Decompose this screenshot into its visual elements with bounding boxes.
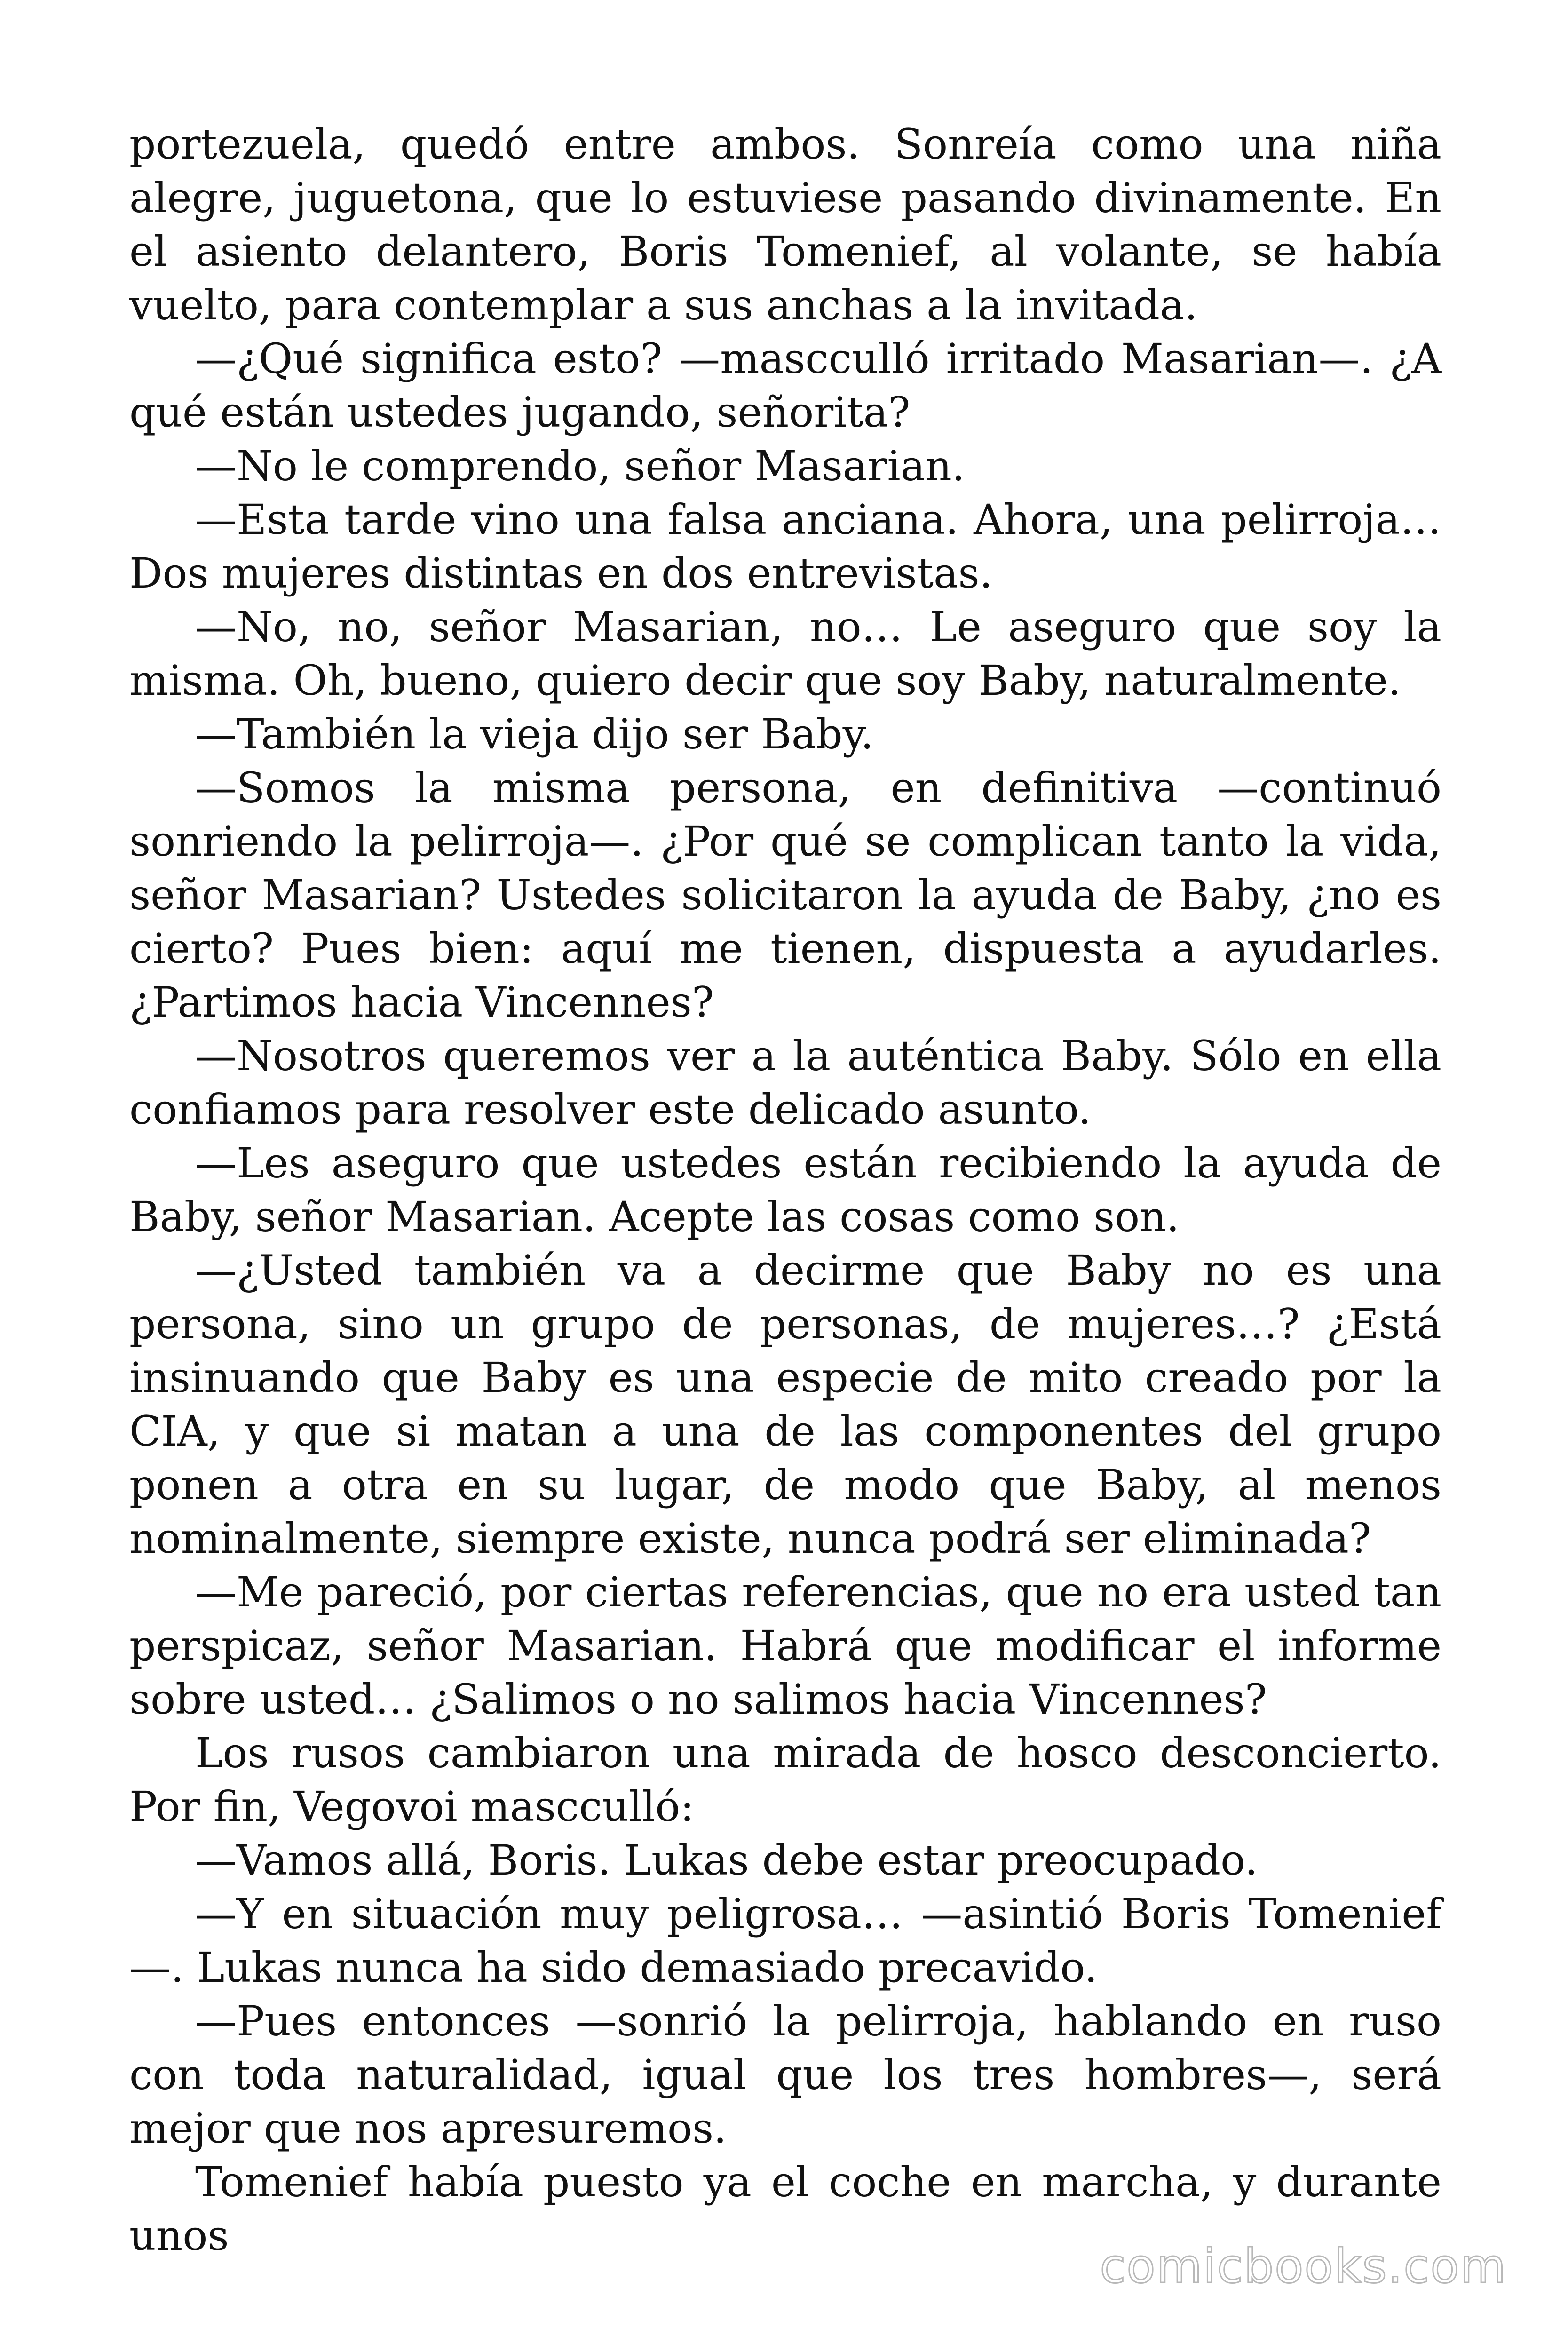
paragraph: —No, no, señor Masarian, no… Le aseguro que soy la misma. Oh, bueno, quiero decir que soy Baby, naturalmente. [129,603,1441,705]
paragraph: Los rusos cambiaron una mirada de hosco desconcierto. Por fin, Vegovoi mascculló: [129,1729,1441,1831]
paragraph: —Esta tarde vino una falsa anciana. Ahora, una pelirroja… Dos mujeres distintas en dos entrevistas. [129,495,1441,597]
paragraph: —Y en situación muy peligrosa… —asintió Boris Tomenief—. Lukas nunca ha sido demasiado precavido. [129,1890,1441,1992]
paragraph: Tomenief había puesto ya el coche en marcha, y durante unos [129,2158,1441,2260]
paragraph: —¿Usted también va a decirme que Baby no es una persona, sino un grupo de personas, de mujeres…? ¿Está insinuando que Baby es una especie de mito creado por la CIA, y que si matan a una de las componentes del grupo ponen a otra en su lugar, de modo que Baby, al menos nominalmente, siempre existe, nunca podrá ser eliminada? [129,1246,1441,1563]
paragraph: —Somos la misma persona, en definitiva —continuó sonriendo la pelirroja—. ¿Por qué se complican tanto la vida, señor Masarian? Ustedes solicitaron la ayuda de Baby, ¿no es cierto? Pues bien: aquí me tienen, dispuesta a ayudarles. ¿Partimos hacia Vincennes? [129,763,1441,1026]
paragraph: —Vamos allá, Boris. Lukas debe estar preocupado. [195,1836,1258,1884]
paragraph: —Pues entonces —sonrió la pelirroja, hablando en ruso con toda naturalidad, igual que los tres hombres—, será mejor que nos apresuremos. [129,1997,1441,2153]
paragraph: portezuela, quedó entre ambos. Sonreía como una niña alegre, juguetona, que lo estuviese pasando divinamente. En el asiento delantero, Boris Tomenief, al volante, se había vuelto, para contemplar a sus anchas a la invitada. [129,120,1441,329]
paragraph: —Les aseguro que ustedes están recibiendo la ayuda de Baby, señor Masarian. Acepte las cosas como son. [129,1139,1441,1241]
watermark: comicbooks.com [1100,2239,1507,2294]
paragraph: —Me pareció, por ciertas referencias, que no era usted tan perspicaz, señor Masarian. Habrá que modificar el informe sobre usted… ¿Salimos o no salimos hacia Vincennes? [129,1568,1441,1724]
paragraph: —También la vieja dijo ser Baby. [195,710,874,758]
paragraph: —¿Qué significa esto? —mascculló irritado Masarian—. ¿A qué están ustedes jugando, señorita? [129,334,1441,437]
book-page-text [129,118,1441,2263]
paragraph: —Nosotros queremos ver a la auténtica Baby. Sólo en ella confiamos para resolver este delicado asunto. [129,1032,1441,1134]
paragraph: —No le comprendo, señor Masarian. [195,442,965,490]
